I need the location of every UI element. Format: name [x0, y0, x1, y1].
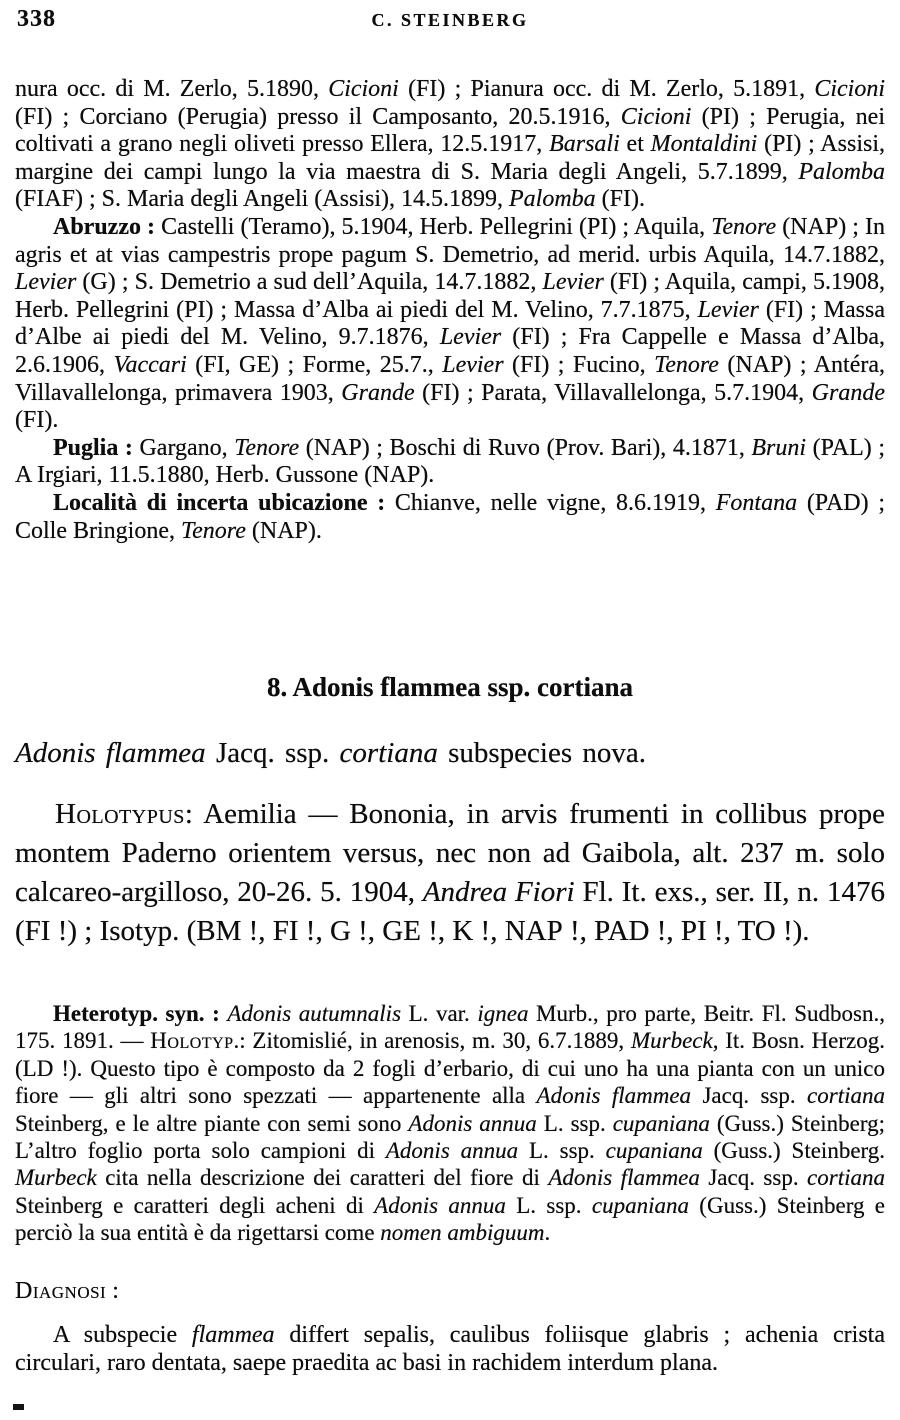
paragraph-puglia: Puglia : Gargano, Tenore (NAP) ; Boschi di Ruvo (Prov. Bari), 4.1871, Bruni (PAL) ; A Irgiari, 11.5.1880, Herb. Gussone (NAP). — [15, 434, 885, 489]
page-number: 338 — [17, 6, 56, 32]
paragraph-localita-incerta: Località di incerta ubicazione : Chianve, nelle vigne, 8.6.1919, Fontana (PAD) ; Colle Bringione, Tenore (NAP). — [15, 489, 886, 544]
paragraph-umbria-continuation: nura occ. di M. Zerlo, 5.1890, Cicioni (FI) ; Pianura occ. di M. Zerlo, 5.1891, Cicioni (FI) ; Corciano (Perugia) presso il Camposanto, 20.5.1916, Cicioni (PI) ; Perugia, nei coltivati a grano negli oliveti presso Ellera, 12.5.1917, Barsali et Montaldini (PI) ; Assisi, margine dei campi lungo la via maestra di S. Maria degli Angeli, 5.7.1899, Palomba (FIAF) ; S. Maria degli Angeli (Assisi), 14.5.1899, Palomba (FI). — [15, 76, 885, 213]
paragraph-diagnosis: A subspecie flammea differt sepalis, caulibus foliisque glabris ; achenia crista circulari, raro dentata, saepe praedita ac basi in rachidem interdum plana. — [15, 1322, 885, 1376]
running-head — [0, 6, 900, 38]
section-heading: 8. Adonis flammea ssp. cortiana — [266, 672, 634, 702]
paragraph-holotypus: Holotypus: Aemilia — Bononia, in arvis frumenti in collibus prope montem Paderno orientem versus, nec non ad Gaibola, alt. 237 m. solo calcareo-argilloso, 20-26. 5. 1904, Andrea Fiori Fl. It. exs., ser. II, n. 1476 (FI !) ; Isotyp. (BM !, FI !, G !, GE !, K !, NAP !, PAD !, PI !, TO !). — [15, 798, 885, 947]
paragraph-abruzzo: Abruzzo : Castelli (Teramo), 5.1904, Herb. Pellegrini (PI) ; Aquila, Tenore (NAP) ; In agris et at vias campestris prope pagum S. Demetrio, ad merid. urbis Aquila, 14.7.1882, Levier (G) ; S. Demetrio a sud dell’Aquila, 14.7.1882, Levier (FI) ; Aquila, campi, 5.1908, Herb. Pellegrini (PI) ; Massa d’Alba ai piedi del M. Velino, 7.7.1875, Levier (FI) ; Massa d’Albe ai piedi del M. Velino, 9.7.1876, Levier (FI) ; Fra Cappelle e Massa d’Alba, 2.6.1906, Vaccari (FI, GE) ; Forme, 25.7., Levier (FI) ; Fucino, Tenore (NAP) ; Antéra, Villavallelonga, primavera 1903, Grande (FI) ; Parata, Villavallelonga, 5.7.1904, Grande (FI). — [15, 213, 886, 434]
locality-records-block — [15, 76, 885, 545]
scan-artifact-mark — [13, 1404, 24, 1410]
running-title: C. STEINBERG — [371, 10, 529, 30]
diagnosi-label: Diagnosi : — [15, 1278, 119, 1304]
species-name-line: Adonis flammea Jacq. ssp. cortiana subspecies nova. — [15, 737, 646, 769]
paragraph-heterotyp-syn: Heterotyp. syn. : Adonis autumnalis L. var. ignea Murb., pro parte, Beitr. Fl. Sudbosn., 175. 1891. — Holotyp.: Zitomislié, in arenosis, m. 30, 6.7.1889, Murbeck, It. Bosn. Herzog. (LD !). Questo tipo è composto da 2 fogli d’erbario, di cui uno ha una pianta con un unico fiore — gli altri sono spezzati — appartenente alla Adonis flammea Jacq. ssp. cortiana Steinberg, e le altre piante con semi sono Adonis annua L. ssp. cupaniana (Guss.) Steinberg; L’altro foglio porta solo campioni di Adonis annua L. ssp. cupaniana (Guss.) Steinberg. Murbeck cita nella descrizione dei caratteri del fiore di Adonis flammea Jacq. ssp. cortiana Steinberg e caratteri degli acheni di Adonis annua L. ssp. cupaniana (Guss.) Steinberg e perciò la sua entità è da rigettarsi come nomen ambiguum. — [15, 1001, 886, 1246]
